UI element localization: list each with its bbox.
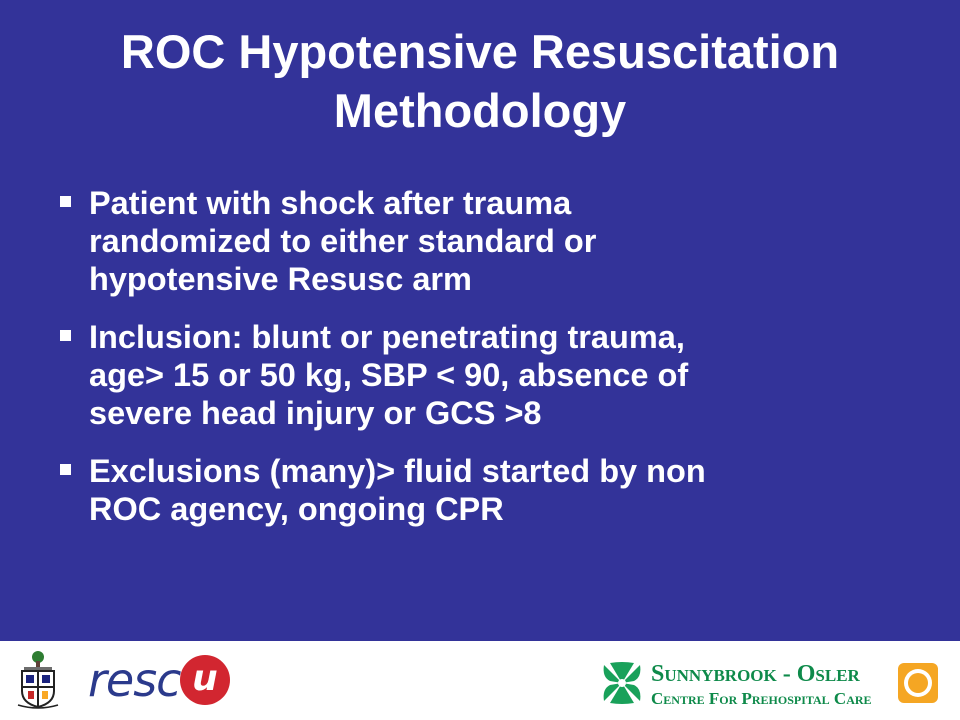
crest-logo-icon (16, 649, 60, 711)
title-line-2: Methodology (333, 84, 627, 137)
bullet-line: ROC agency, ongoing CPR (89, 491, 504, 527)
bullet-item (60, 452, 940, 528)
sunnybrook-logo-name: Sunnybrook - Osler (651, 661, 860, 687)
bullet-list (60, 184, 940, 548)
slide-title (0, 22, 960, 140)
bullet-item (60, 318, 940, 432)
bullet-square-icon (60, 464, 71, 475)
bullet-line: age> 15 or 50 kg, SBP < 90, absence of (89, 357, 689, 393)
bullet-line: Patient with shock after trauma (89, 185, 572, 221)
sunnybrook-logo-subtitle: Centre For Prehospital Care (651, 689, 872, 708)
bullet-line: severe head injury or GCS >8 (89, 395, 542, 431)
bullet-line: Exclusions (many)> fluid started by non (89, 453, 706, 489)
title-line-1: ROC Hypotensive Resuscitation (120, 25, 840, 78)
rescu-logo-u: u (180, 655, 230, 705)
bullet-line: randomized to either standard or (89, 223, 597, 259)
bullet-line: Inclusion: blunt or penetrating trauma, (89, 319, 685, 355)
bullet-square-icon (60, 330, 71, 341)
bullet-item (60, 184, 940, 298)
logo-footer (0, 641, 960, 720)
sun-logo-icon (896, 661, 940, 705)
bullet-line: hypotensive Resusc arm (89, 261, 472, 297)
rescu-logo-text: resc (88, 653, 181, 707)
flower-logo-icon (600, 661, 644, 705)
bullet-square-icon (60, 196, 71, 207)
